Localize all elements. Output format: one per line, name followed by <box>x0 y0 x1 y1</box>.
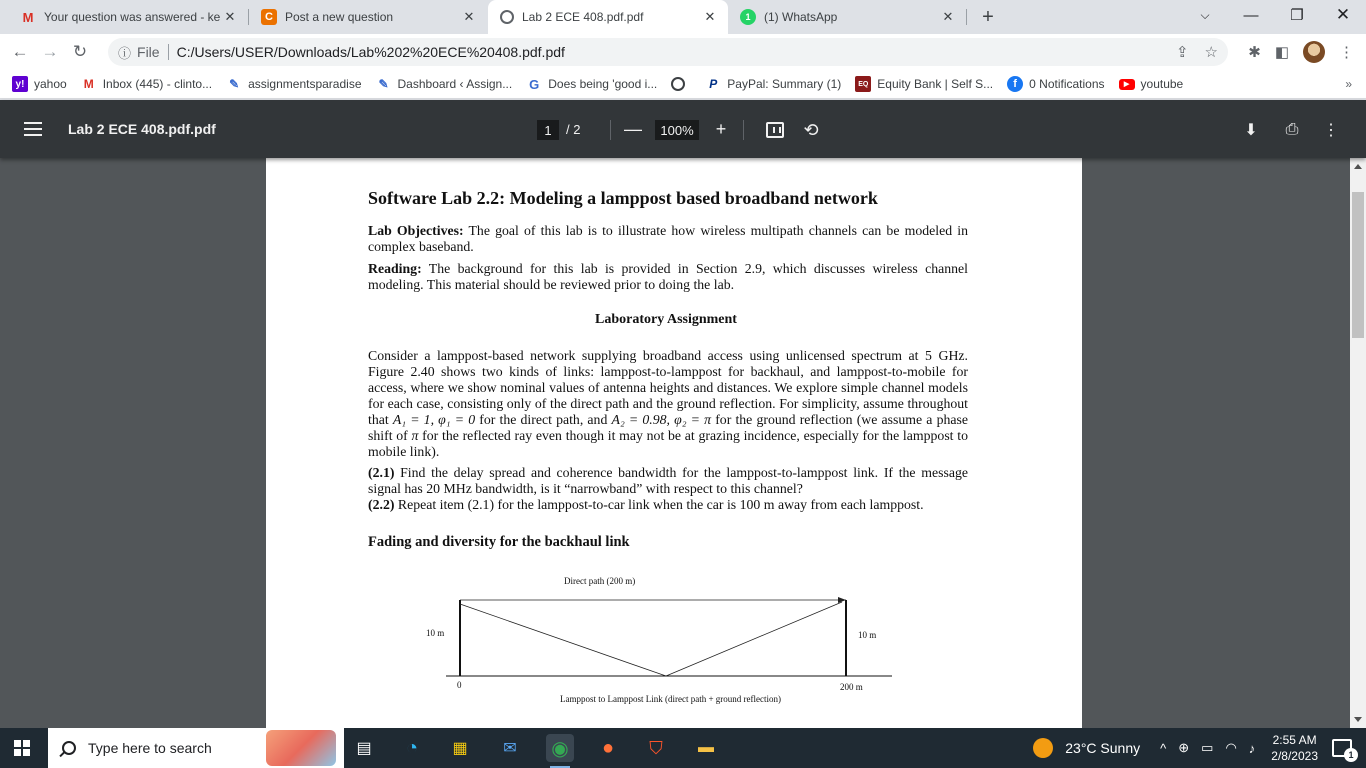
battery-icon[interactable]: ▭ <box>1201 740 1214 755</box>
new-tab-button[interactable]: + <box>982 5 994 28</box>
clock-date: 2/8/2023 <box>1271 749 1318 763</box>
divider <box>168 44 169 60</box>
more-options-icon[interactable]: ⋮ <box>1323 122 1339 139</box>
whatsapp-icon: 1 <box>740 9 756 25</box>
tab-separator <box>966 9 967 25</box>
notification-center-icon[interactable] <box>1332 739 1354 760</box>
bookmark-label: yahoo <box>34 77 67 91</box>
url-text[interactable]: C:/Users/USER/Downloads/Lab%202%20ECE%20408.pdf.pdf <box>176 44 565 60</box>
origin-label: 0 <box>457 680 462 690</box>
figure-caption: Lamppost to Lamppost Link (direct path + ground reflection) <box>560 694 782 704</box>
bookmark-inbox[interactable] <box>81 72 220 96</box>
close-window-button[interactable]: ✕ <box>1335 5 1351 24</box>
windows-start-icon[interactable] <box>14 740 30 756</box>
taskbar-search-box[interactable] <box>48 728 344 768</box>
bookmark-globe[interactable] <box>671 72 699 96</box>
direct-path-label: Direct path (200 m) <box>564 576 636 586</box>
restore-button[interactable]: ❐ <box>1290 7 1304 24</box>
question-2-2 <box>368 497 968 513</box>
pdf-page <box>266 158 1082 728</box>
question-text: Repeat item (2.1) for the lamppost-to-car link when the car is 100 m away from each lamppost. <box>394 497 924 512</box>
firefox-icon[interactable]: ● <box>601 736 615 759</box>
tab-chegg[interactable] <box>249 0 487 34</box>
weather-sun-icon[interactable] <box>1033 738 1053 758</box>
reload-button[interactable]: ↻ <box>72 42 88 61</box>
search-icon <box>62 741 76 755</box>
body-text: for the ground reflection (we assume a phase shift of <box>368 412 968 443</box>
download-icon[interactable]: ⬇ <box>1244 122 1258 139</box>
chrome-taskbar-icon[interactable]: ◉ <box>546 734 574 762</box>
wifi-icon[interactable]: ◠ <box>1225 740 1237 755</box>
body-text: for the direct path, and <box>475 412 612 427</box>
bookmark-label: youtube <box>1140 77 1184 91</box>
youtube-icon: ▶ <box>1119 79 1135 90</box>
avatar[interactable] <box>1303 41 1325 63</box>
zoom-in-button[interactable]: + <box>715 118 727 139</box>
notification-badge: 1 <box>1344 748 1358 762</box>
tab-title: Post a new question <box>285 10 394 24</box>
tab-whatsapp[interactable] <box>728 0 966 34</box>
math-pi: π <box>411 428 419 443</box>
clock-time: 2:55 AM <box>1272 733 1317 747</box>
zoom-level-input[interactable]: 100% <box>655 120 699 140</box>
bookmark-equity[interactable] <box>855 72 1001 96</box>
bookmark-dashboard[interactable] <box>376 72 521 96</box>
tab-title: (1) WhatsApp <box>764 10 838 24</box>
bookmark-label: Inbox (445) - clinto... <box>102 77 213 91</box>
chrome-icon <box>500 10 514 24</box>
bookmark-youtube[interactable] <box>1119 72 1192 96</box>
browser-toolbar <box>0 34 1366 70</box>
scrollbar-thumb[interactable] <box>1352 192 1364 338</box>
pdf-toolbar <box>0 100 1366 158</box>
bookmark-label: Dashboard ‹ Assign... <box>397 77 513 91</box>
close-icon[interactable]: ✕ <box>224 9 236 24</box>
lamppost-figure <box>416 568 896 728</box>
antivirus-icon[interactable]: ⊕ <box>1178 740 1190 755</box>
reflected-ray-in <box>460 604 666 676</box>
objectives-text: The goal of this lab is to illustrate how wireless multipath channels can be modeled in complex baseband. <box>368 223 968 254</box>
bookmark-star-icon[interactable]: ☆ <box>1204 44 1218 61</box>
tab-strip <box>0 0 1366 34</box>
bookmark-label: PayPal: Summary (1) <box>727 77 842 91</box>
pdf-viewport[interactable] <box>0 158 1350 728</box>
close-icon[interactable]: ✕ <box>704 9 716 24</box>
question-text: Find the delay spread and coherence bandwidth for the lamppost-to-lamppost link. If the message signal has 20 MHz bandwidth, is it “narrowband” with respect to this channel? <box>368 465 968 496</box>
divider <box>610 120 611 140</box>
info-icon[interactable]: ⓘ <box>118 45 132 61</box>
reading-label: Reading: <box>368 261 422 276</box>
facebook-icon: f <box>1007 76 1023 92</box>
zoom-out-button[interactable]: — <box>624 118 642 139</box>
scroll-up-arrow-icon[interactable] <box>1354 164 1362 169</box>
bookmark-facebook[interactable] <box>1007 72 1112 96</box>
tab-title: Lab 2 ECE 408.pdf.pdf <box>522 10 644 24</box>
kebab-menu-icon[interactable]: ⋮ <box>1339 44 1354 61</box>
tab-pdf-active[interactable] <box>488 0 728 34</box>
pen-icon: ✎ <box>229 77 240 91</box>
page-total: / 2 <box>566 122 581 137</box>
chegg-icon: G <box>529 76 540 92</box>
question-2-1 <box>368 465 968 497</box>
pen-icon: ✎ <box>378 77 389 91</box>
edge-icon[interactable]: ◔ <box>405 736 419 759</box>
assignment-heading: Laboratory Assignment <box>595 312 737 327</box>
file-explorer-icon[interactable]: ▬ <box>698 739 714 756</box>
bank-icon: EQ <box>855 76 871 92</box>
bookmarks-bar <box>0 70 1366 99</box>
store-icon[interactable]: ▦ <box>452 740 468 757</box>
bookmark-label: 0 Notifications <box>1029 77 1105 91</box>
task-view-icon[interactable]: ▤ <box>356 740 372 757</box>
reflected-ray-out <box>666 602 842 676</box>
right-height-label: 10 m <box>858 630 877 640</box>
weather-text[interactable]: 23°C Sunny <box>1065 740 1141 756</box>
page-number-input[interactable]: 1 <box>537 120 559 140</box>
scheme-label: File <box>137 44 160 60</box>
body-paragraph <box>368 348 968 460</box>
tab-title: Your question was answered - ke <box>44 10 221 24</box>
bookmark-label: Does being 'good i... <box>548 77 658 91</box>
bookmark-label: assignmentsparadise <box>248 77 362 91</box>
more-bookmarks-button[interactable]: » <box>1345 77 1352 91</box>
math-a2: A₂ = 0.98, φ₂ = π <box>611 412 712 427</box>
reading-paragraph <box>368 261 968 293</box>
chegg-icon: C <box>261 9 277 25</box>
document-title: Software Lab 2.2: Modeling a lamppost based broadband network <box>368 188 878 208</box>
brave-icon[interactable]: ⛉ <box>649 737 663 758</box>
windows-taskbar <box>0 728 1366 768</box>
fading-subheading: Fading and diversity for the backhaul link <box>368 534 630 550</box>
globe-icon <box>671 77 685 91</box>
gmail-icon: M <box>22 9 34 25</box>
search-placeholder: Type here to search <box>88 740 212 756</box>
body-text: for the reflected ray even though it may not be at grazing incidence, especially for the lamppost to mobile link). <box>368 428 968 459</box>
tab-gmail[interactable] <box>8 0 248 34</box>
bookmark-label: Equity Bank | Self S... <box>877 77 994 91</box>
question-label: (2.2) <box>368 497 395 512</box>
objectives-label: Lab Objectives: <box>368 223 464 238</box>
fit-to-page-icon[interactable] <box>766 122 784 138</box>
mail-icon[interactable]: ✉ <box>503 740 517 757</box>
yahoo-icon: y! <box>12 76 28 92</box>
close-icon[interactable]: ✕ <box>463 9 475 24</box>
back-button[interactable]: ← <box>11 42 29 61</box>
gmail-icon: M <box>83 77 94 91</box>
share-icon[interactable]: ⇪ <box>1175 44 1189 61</box>
side-panel-icon[interactable]: ◧ <box>1274 44 1289 61</box>
chevron-up-icon[interactable]: ^ <box>1160 740 1167 756</box>
hamburger-menu-icon[interactable] <box>24 119 42 139</box>
question-label: (2.1) <box>368 465 395 480</box>
clock[interactable] <box>1271 732 1318 764</box>
extensions-icon[interactable]: ✱ <box>1248 44 1261 61</box>
bookmark-yahoo[interactable] <box>12 72 75 96</box>
tab-search-chevron-icon[interactable]: ⌵ <box>1200 7 1210 22</box>
math-a1: A₁ = 1, φ₁ = 0 <box>392 412 476 427</box>
print-icon[interactable]: ⎙ <box>1285 121 1299 138</box>
address-bar[interactable] <box>108 38 1228 66</box>
search-highlight-image <box>266 730 336 766</box>
distance-label: 200 m <box>840 682 863 692</box>
vertical-scrollbar[interactable] <box>1350 158 1366 728</box>
system-tray <box>1033 728 1366 768</box>
reading-text: The background for this lab is provided in Section 2.9, which discusses wireless channel modeling. This material should be reviewed prior to doing the lab. <box>368 261 968 292</box>
bookmark-chegg[interactable] <box>526 72 665 96</box>
body-text: Consider a lamppost-based network supplying broadband access using unlicensed spectrum at 5 GHz. Figure 2.40 shows two kinds of links: lamppost-to-lamppost for backhaul, and lamppost-to-mobile for access, where we show nominal values of antenna heights and distances. We explore simple channel models for each case, consisting only of the direct path and the ground reflection. For simplicity, assume throughout that <box>368 348 968 427</box>
minimize-button[interactable]: — <box>1243 6 1259 24</box>
rotate-icon[interactable]: ⟲ <box>803 119 819 140</box>
lamppost-diagram <box>416 568 896 728</box>
bookmark-assignmentsparadise[interactable] <box>226 72 369 96</box>
objectives-paragraph <box>368 223 968 255</box>
left-height-label: 10 m <box>426 628 445 638</box>
bookmark-paypal[interactable] <box>705 72 849 96</box>
divider <box>743 120 744 140</box>
volume-icon[interactable]: ♪ <box>1248 740 1256 756</box>
forward-button[interactable]: → <box>41 42 59 61</box>
paypal-icon: P <box>709 77 718 91</box>
pdf-title: Lab 2 ECE 408.pdf.pdf <box>68 121 216 137</box>
close-icon[interactable]: ✕ <box>942 9 954 24</box>
scroll-down-arrow-icon[interactable] <box>1354 717 1362 722</box>
